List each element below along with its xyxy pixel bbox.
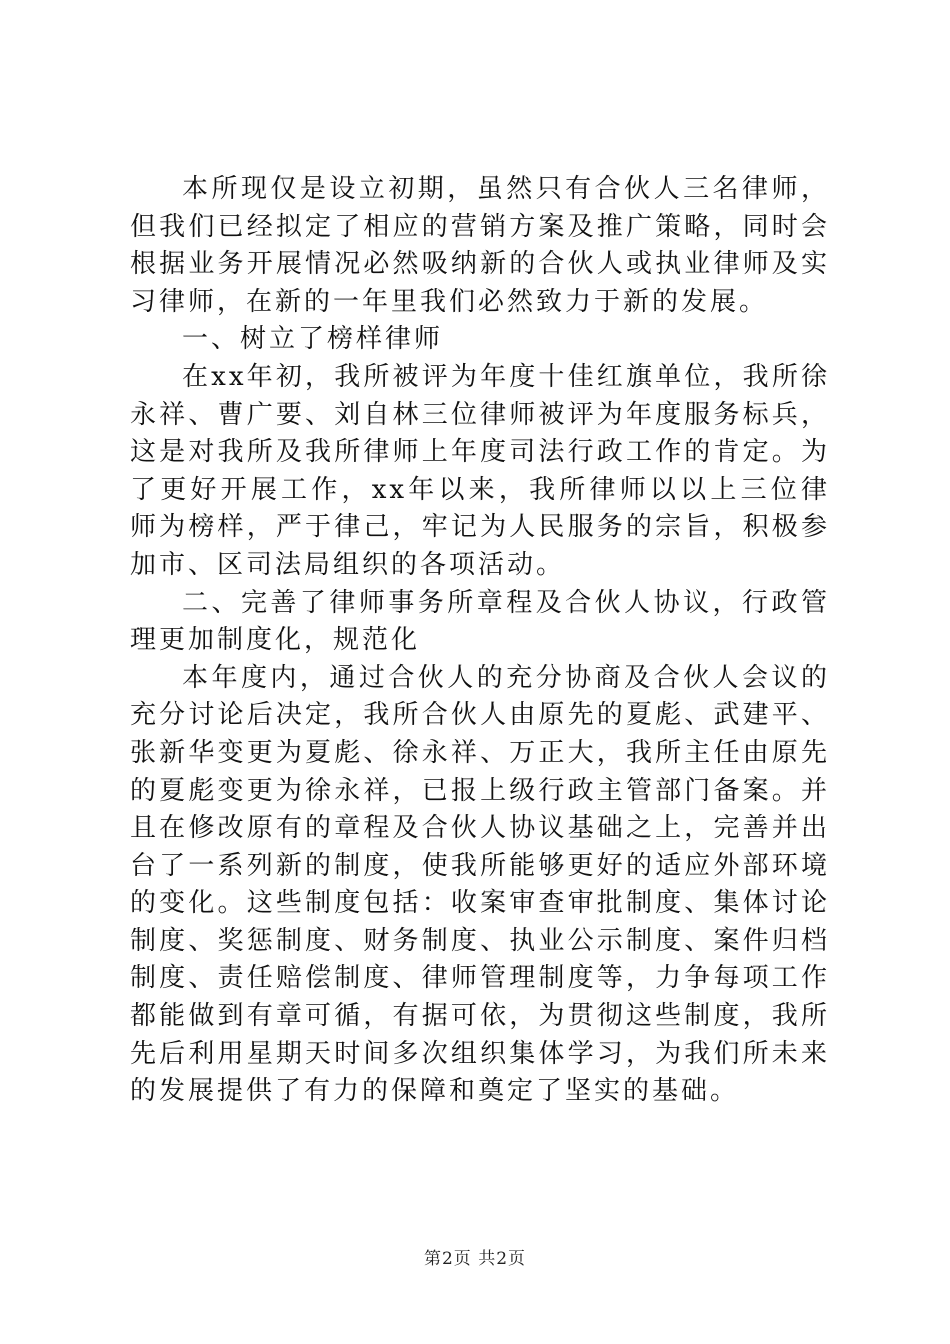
- paragraph-intro: 本所现仅是设立初期，虽然只有合伙人三名律师，但我们已经拟定了相应的营销方案及推广策略，同时会根据业务开展情况必然吸纳新的合伙人或执业律师及实习律师，在新的一年里我们必然致力于新的发展。: [130, 174, 830, 317]
- page-footer: 第2页 共2页: [423, 1249, 527, 1269]
- paragraph-section-2: 本年度内，通过合伙人的充分协商及合伙人会议的充分讨论后决定，我所合伙人由原先的夏彪、武建平、张新华变更为夏彪、徐永祥、万正大，我所主任由原先的夏彪变更为徐永祥，已报上级行政主管部门备案。并且在修改原有的章程及合伙人协议基础之上，完善并出台了一系列新的制度，使我所能够更好的适应外部环境的变化。这些制度包括：收案审查审批制度、集体讨论制度、奖惩制度、财务制度、执业公示制度、案件归档制度、责任赔偿制度、律师管理制度等，力争每项工作都能做到有章可循，有据可依，为贯彻这些制度，我所先后利用星期天时间多次组织集体学习，为我们所未来的发展提供了有力的保障和奠定了坚实的基础。: [130, 662, 830, 1107]
- paragraph-section-1: 在xx年初，我所被评为年度十佳红旗单位，我所徐永祥、曹广要、刘自林三位律师被评为年度服务标兵，这是对我所及我所律师上年度司法行政工作的肯定。为了更好开展工作，xx年以来，我所律师以以上三位律师为榜样，严于律己，牢记为人民服务的宗旨，积极参加市、区司法局组织的各项活动。: [130, 361, 830, 580]
- section-heading-2: 二、完善了律师事务所章程及合伙人协议，行政管理更加制度化，规范化: [130, 587, 830, 656]
- document-body: [130, 171, 830, 1111]
- section-heading-1: 一、树立了榜样律师: [182, 324, 444, 355]
